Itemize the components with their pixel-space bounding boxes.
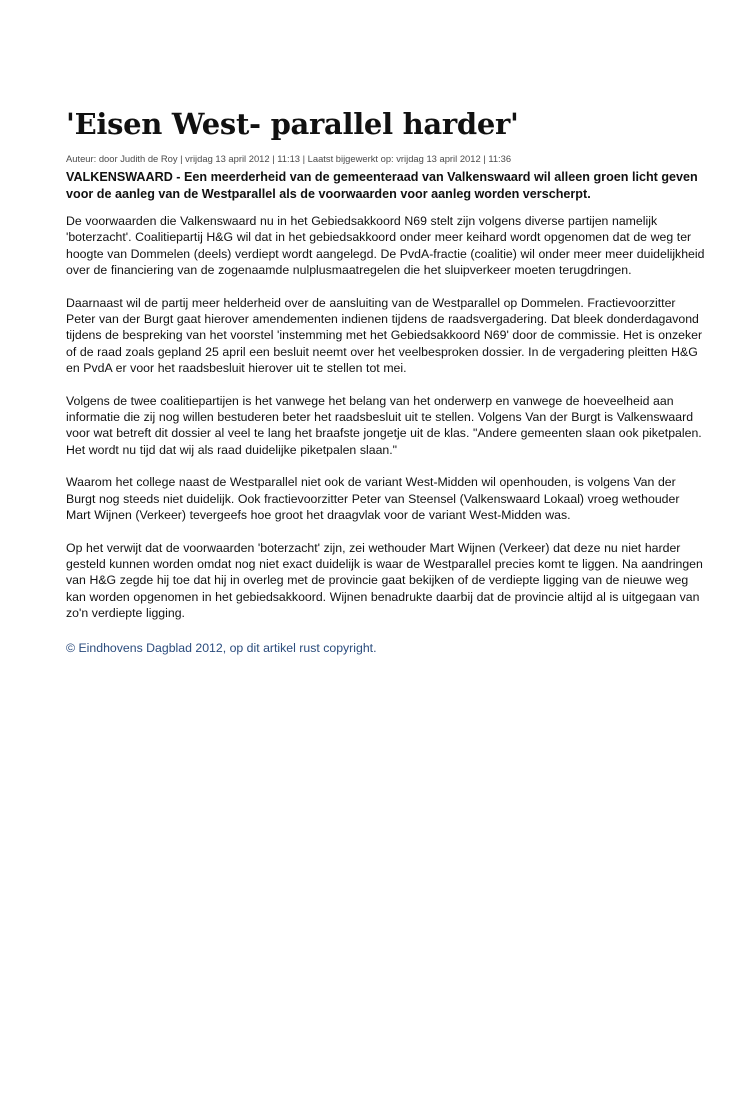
article-paragraph: Daarnaast wil de partij meer helderheid over de aansluiting van de Westparallel op Dommelen. Fractievoorzitter Peter van der Burgt gaat hierover amendementen indienen tijdens de raadsvergadering. Dat bleek donderdagavond tijdens de bespreking van het voorstel 'instemming met het Gebiedsakkoord N69' door de commissie. Het is onzeker of de raad zoals gepland 25 april een besluit neemt over het veelbesproken dossier. In de vergadering pleitten H&G en PvdA er voor het raadsbesluit hierover uit te stellen tot mei. xyxy=(66,295,703,376)
article-meta: Auteur: door Judith de Roy | vrijdag 13 april 2012 | 11:13 | Laatst bijgewerkt op: vrijdag 13 april 2012 | 11:36 xyxy=(66,153,512,164)
copyright-notice: © Eindhovens Dagblad 2012, op dit artikel rust copyright. xyxy=(66,640,377,655)
article-lead: VALKENSWAARD - Een meerderheid van de gemeenteraad van Valkenswaard wil alleen groen licht geven voor de aanleg van de Westparallel als de voorwaarden voor aanleg worden verscherpt. xyxy=(66,170,698,201)
article-title: 'Eisen West- parallel harder' xyxy=(66,107,519,141)
article-paragraph: Waarom het college naast de Westparallel niet ook de variant West-Midden wil openhouden, is volgens Van der Burgt nog steeds niet duidelijk. Ook fractievoorzitter Peter van Steensel (Valkenswaard Lokaal) vroeg wethouder Mart Wijnen (Verkeer) tevergeefs hoe groot het draagvlak voor de variant West-Midden was. xyxy=(66,475,680,523)
article-paragraph: Op het verwijt dat de voorwaarden 'boterzacht' zijn, zei wethouder Mart Wijnen (Verkeer) dat deze nu niet harder gesteld kunnen worden omdat nog niet exact duidelijk is waar de Westparallel precies komt te liggen. Na aandringen van H&G zegde hij toe dat hij in overleg met de provincie gaat bekijken of de verdiepte ligging van de nieuwe weg kan worden opgenomen in het gebiedsakkoord. Wijnen benadrukte daarbij dat de provincie altijd al is uitgegaan van zo'n verdiepte ligging. xyxy=(66,540,703,621)
article-paragraph: Volgens de twee coalitiepartijen is het vanwege het belang van het onderwerp en vanwege de hoeveelheid aan informatie die zij nog willen bestuderen beter het raadsbesluit uit te stellen. Volgens Van der Burgt is Valkenswaard voor wat betreft dit dossier al veel te lang het braafste jongetje uit de klas. "Andere gemeenten slaan ook piketpalen. Het wordt nu tijd dat wij als raad duidelijke piketpalen slaan." xyxy=(66,393,702,457)
article xyxy=(66,104,706,656)
article-paragraph: De voorwaarden die Valkenswaard nu in het Gebiedsakkoord N69 stelt zijn volgens diverse partijen namelijk 'boterzacht'. Coalitiepartij H&G wil dat in het gebiedsakkoord onder meer keihard wordt opgenomen dat de weg ter hoogte van Dommelen (deels) verdiept wordt aangelegd. De PvdA-fractie (coalitie) wil onder meer meer duidelijkheid over de financiering van de zogenaamde nulplusmaatregelen die het sluipverkeer moeten terugdringen. xyxy=(66,214,705,278)
